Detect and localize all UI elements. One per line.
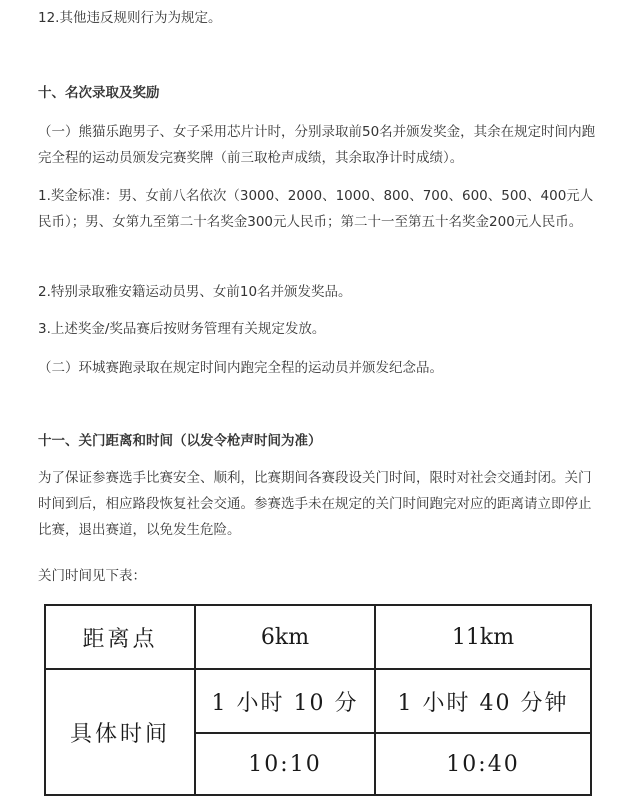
closing-time-table (44, 604, 592, 796)
clock-11km-cell: 10:40 (375, 733, 591, 795)
section-11-title: 十一、关门距离和时间（以发令枪声时间为准） (38, 433, 322, 449)
distance-6km-cell: 6km (195, 605, 375, 669)
section-10-paragraph-1: （一）熊猫乐跑男子、女子采用芯片计时，分别录取前50名并颁发奖金，其余在规定时间内跑完全程的运动员颁发完赛奖牌（前三取枪声成绩，其余取净计时成绩）。 (38, 124, 596, 166)
distance-label-cell: 距离点 (45, 605, 195, 669)
section-10-title: 十、名次录取及奖励 (38, 85, 160, 101)
section-10-paragraph-2: 1.奖金标准：男、女前八名依次（3000、2000、1000、800、700、600、500、400元人民币）；男、女第九至第二十名奖金300元人民币；第二十一至第五十名奖金200元人民币。 (38, 188, 594, 230)
distance-11km-cell: 11km (375, 605, 591, 669)
section-11-paragraph-1: 为了保证参赛选手比赛安全、顺利，比赛期间各赛段设关门时间，限时对社会交通封闭。关门时间到后，相应路段恢复社会交通。参赛选手未在规定的关门时间跑完对应的距离请立即停止比赛，退出赛道，以免发生危险。 (38, 470, 592, 538)
duration-11km-cell: 1 小时 40 分钟 (375, 669, 591, 733)
clock-6km-cell: 10:10 (195, 733, 375, 795)
duration-6km-cell: 1 小时 10 分 (195, 669, 375, 733)
section-10-paragraph-3: 2.特别录取雅安籍运动员男、女前10名并颁发奖品。 (38, 284, 352, 300)
table-row (45, 669, 591, 733)
section-10-paragraph-5: （二）环城赛跑录取在规定时间内跑完全程的运动员并颁发纪念品。 (38, 360, 443, 376)
rule-12-text: 12.其他违反规则行为为规定。 (38, 10, 222, 26)
section-11-paragraph-2: 关门时间见下表： (38, 568, 146, 584)
section-10-paragraph-4: 3.上述奖金/奖品赛后按财务管理有关规定发放。 (38, 321, 326, 337)
time-label-cell: 具体时间 (45, 669, 195, 795)
table-row (45, 605, 591, 669)
